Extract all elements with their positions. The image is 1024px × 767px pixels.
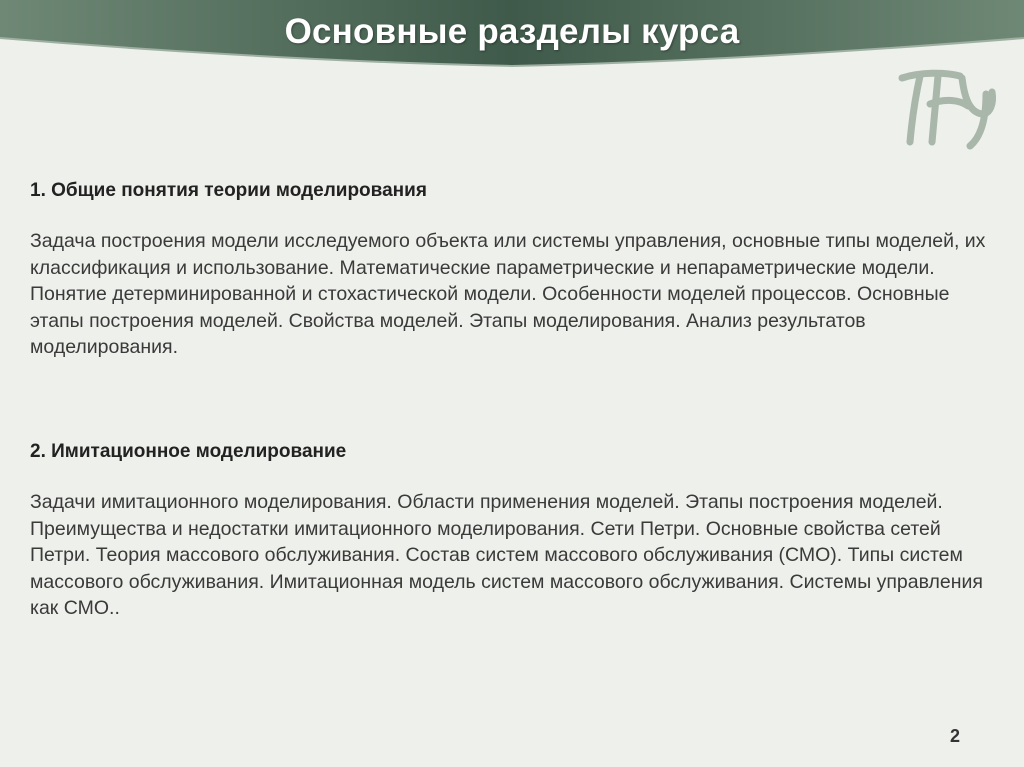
tpu-monogram-logo-icon (890, 64, 1000, 154)
section-body: Задачи имитационного моделирования. Области применения моделей. Этапы построения моделей. Преимущества и недостатки имитационного моделирования. Сети Петри. Основные свойства сетей Петри. Теория массового обслуживания. Состав систем массового обслуживания (СМО). Типы систем массового обслуживания. Имитационная модель систем массового обслуживания. Системы управления как СМО.. (30, 491, 983, 619)
section-body: Задача построения модели исследуемого объекта или системы управления, основные типы моделей, их классификация и использование. Математические параметрические и непараметрические модели. Понятие детерминированной и стохастической модели. Особенности моделей процессов. Основные этапы построения моделей. Свойства моделей. Этапы моделирования. Анализ результатов моделирования. (30, 230, 986, 358)
section-general-concepts (30, 180, 990, 361)
slide-title: Основные разделы курса (284, 12, 740, 51)
section-heading: 2. Имитационное моделирование (30, 441, 347, 462)
title-banner (0, 0, 1024, 80)
section-simulation-modeling (30, 441, 990, 622)
page-number: 2 (950, 726, 961, 746)
section-heading: 1. Общие понятия теории моделирования (30, 180, 427, 201)
